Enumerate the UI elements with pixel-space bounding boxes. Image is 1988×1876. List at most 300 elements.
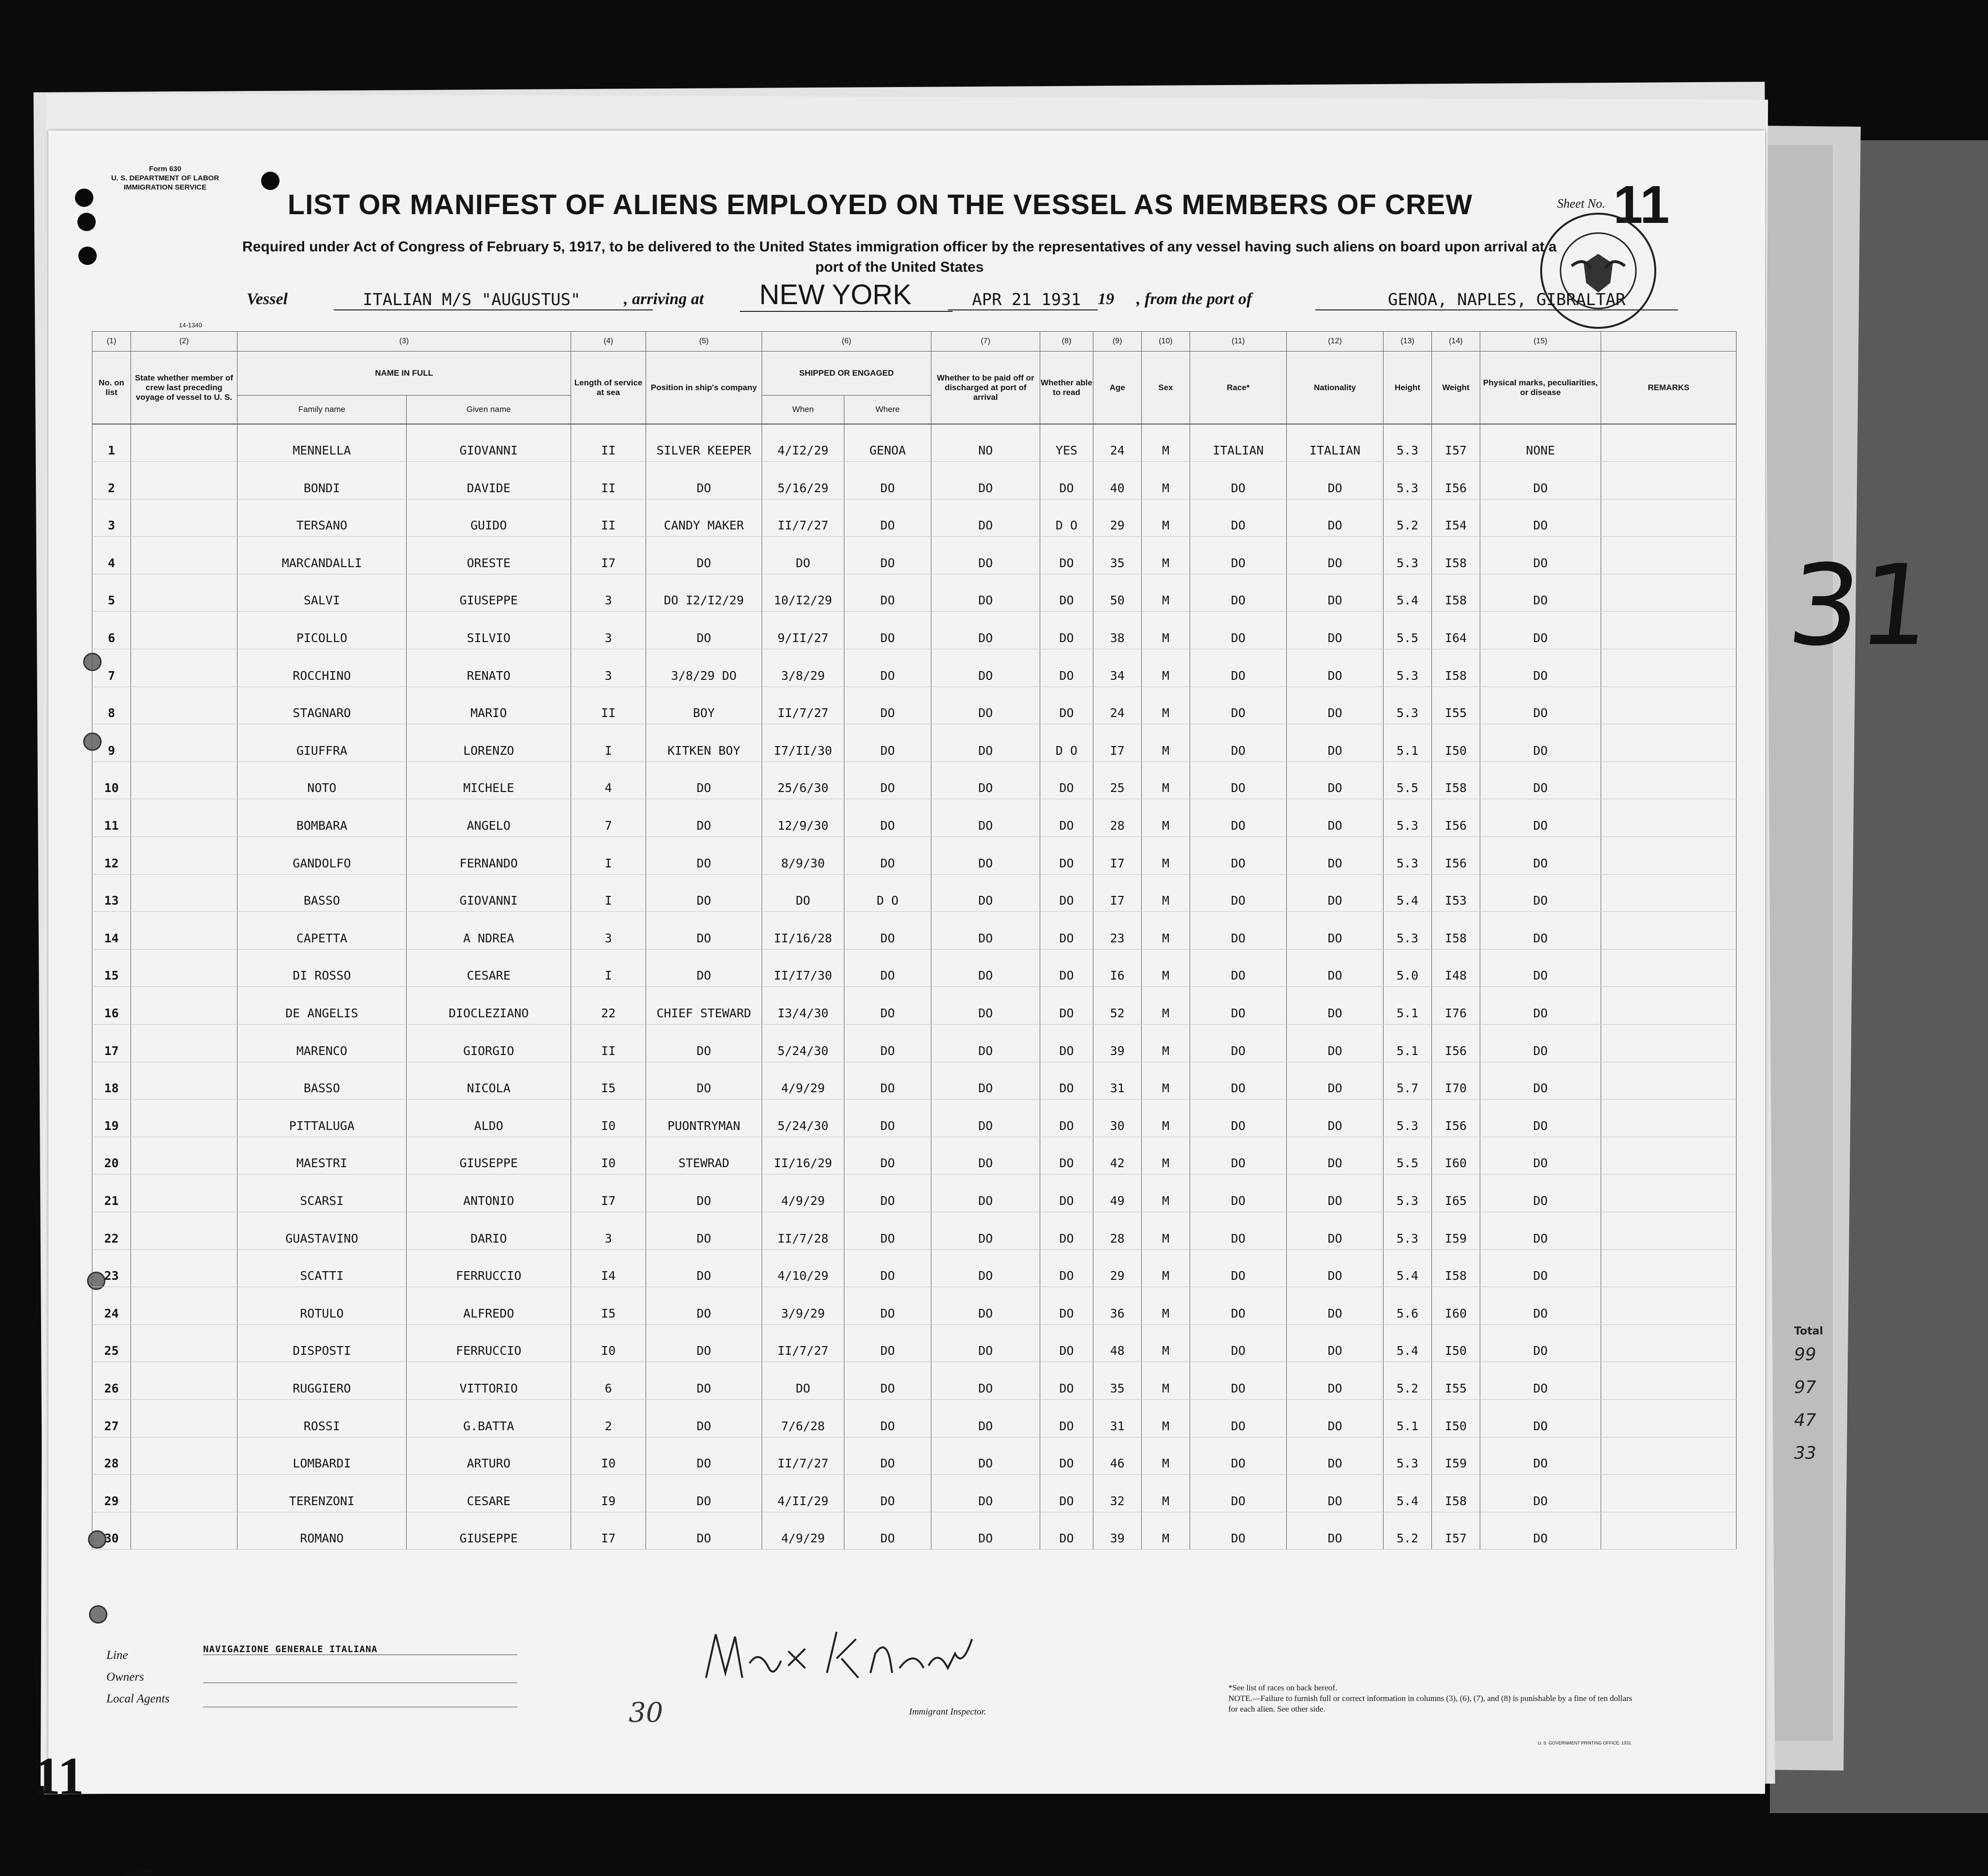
cell-paid-off: DO xyxy=(931,799,1040,837)
cell-family-name: GUASTAVINO xyxy=(237,1212,407,1249)
cell-prior-voyage xyxy=(131,1099,237,1137)
cell-able-to-read: DO xyxy=(1040,837,1093,875)
cell-position: KITKEN BOY xyxy=(646,724,762,762)
header-name-in-full: NAME IN FULL xyxy=(237,352,571,396)
cell-sex: M xyxy=(1142,649,1190,687)
cell-physical-marks: DO xyxy=(1480,1137,1601,1174)
cell-shipped-where: DO xyxy=(844,987,931,1025)
cell-shipped-when: I7/II/30 xyxy=(762,724,844,762)
cell-given-name: ALFREDO xyxy=(407,1287,571,1325)
cell-race: DO xyxy=(1190,1475,1287,1512)
cell-position: DO xyxy=(646,874,762,912)
cell-sex: M xyxy=(1142,1099,1190,1137)
cell-age: 28 xyxy=(1093,1212,1142,1249)
col-num-4: (4) xyxy=(571,332,646,352)
cell-age: 46 xyxy=(1093,1437,1142,1475)
cell-physical-marks: DO xyxy=(1480,1287,1601,1325)
cell-paid-off: DO xyxy=(931,1362,1040,1400)
cell-prior-voyage xyxy=(131,1362,237,1400)
cell-able-to-read: DO xyxy=(1040,949,1093,987)
cell-paid-off: DO xyxy=(931,1287,1040,1325)
cell-age: 34 xyxy=(1093,649,1142,687)
cell-paid-off: NO xyxy=(931,424,1040,462)
cell-paid-off: DO xyxy=(931,1212,1040,1249)
cell-given-name: CESARE xyxy=(407,1475,571,1512)
crew-table-body xyxy=(92,424,1737,1550)
cell-height: 5.3 xyxy=(1384,537,1432,574)
cell-age: 31 xyxy=(1093,1062,1142,1099)
cell-shipped-where: DO xyxy=(844,799,931,837)
cell-family-name: SCARSI xyxy=(237,1174,407,1212)
cell-remarks xyxy=(1601,574,1737,612)
cell-sex: M xyxy=(1142,762,1190,799)
cell-position: DO xyxy=(646,1362,762,1400)
cell-age: 32 xyxy=(1093,1475,1142,1512)
cell-sex: M xyxy=(1142,1362,1190,1400)
cell-shipped-where: DO xyxy=(844,1399,931,1437)
cell-given-name: FERNANDO xyxy=(407,837,571,875)
cell-nationality: DO xyxy=(1287,1174,1384,1212)
cell-row-number: 29 xyxy=(92,1475,131,1512)
cell-remarks xyxy=(1601,912,1737,950)
cell-remarks xyxy=(1601,1437,1737,1475)
cell-physical-marks: DO xyxy=(1480,1399,1601,1437)
cell-position: DO xyxy=(646,1399,762,1437)
cell-height: 5.3 xyxy=(1384,912,1432,950)
cell-shipped-when: 5/16/29 xyxy=(762,462,844,499)
cell-remarks xyxy=(1601,424,1737,462)
cell-remarks xyxy=(1601,1137,1737,1174)
cell-service-length: II xyxy=(571,424,646,462)
cell-paid-off: DO xyxy=(931,612,1040,649)
cell-remarks xyxy=(1601,1324,1737,1362)
cell-remarks xyxy=(1601,724,1737,762)
cell-physical-marks: DO xyxy=(1480,1475,1601,1512)
cell-shipped-where: DO xyxy=(844,1437,931,1475)
cell-nationality: DO xyxy=(1287,1475,1384,1512)
cell-remarks xyxy=(1601,1025,1737,1062)
cell-service-length: 3 xyxy=(571,612,646,649)
cell-prior-voyage xyxy=(131,724,237,762)
vessel-label: Vessel xyxy=(247,290,288,308)
cell-shipped-when: 10/I2/29 xyxy=(762,574,844,612)
cell-height: 5.3 xyxy=(1384,649,1432,687)
cell-service-length: 7 xyxy=(571,799,646,837)
cell-remarks xyxy=(1601,687,1737,724)
cell-remarks xyxy=(1601,1399,1737,1437)
cell-remarks xyxy=(1601,1174,1737,1212)
cell-nationality: DO xyxy=(1287,612,1384,649)
cell-sex: M xyxy=(1142,424,1190,462)
cell-able-to-read: DO xyxy=(1040,1174,1093,1212)
cell-row-number: 13 xyxy=(92,874,131,912)
cell-age: 30 xyxy=(1093,1099,1142,1137)
cell-shipped-when: 3/8/29 xyxy=(762,649,844,687)
cell-position: DO xyxy=(646,1025,762,1062)
cell-position: PUONTRYMAN xyxy=(646,1099,762,1137)
line-label: Line xyxy=(106,1649,128,1662)
cell-prior-voyage xyxy=(131,1324,237,1362)
cell-able-to-read: DO xyxy=(1040,537,1093,574)
cell-shipped-when: II/16/29 xyxy=(762,1137,844,1174)
cell-height: 5.3 xyxy=(1384,1212,1432,1249)
cell-family-name: PICOLLO xyxy=(237,612,407,649)
table-row xyxy=(92,1062,1737,1099)
cell-paid-off: DO xyxy=(931,912,1040,950)
cell-shipped-where: DO xyxy=(844,687,931,724)
cell-prior-voyage xyxy=(131,499,237,537)
cell-physical-marks: DO xyxy=(1480,1212,1601,1249)
cell-given-name: LORENZO xyxy=(407,724,571,762)
cell-race: DO xyxy=(1190,649,1287,687)
cell-family-name: GANDOLFO xyxy=(237,837,407,875)
cell-paid-off: DO xyxy=(931,462,1040,499)
cell-paid-off: DO xyxy=(931,1475,1040,1512)
cell-position: STEWRAD xyxy=(646,1137,762,1174)
table-row xyxy=(92,1287,1737,1325)
cell-paid-off: DO xyxy=(931,499,1040,537)
cell-service-length: I0 xyxy=(571,1324,646,1362)
table-row xyxy=(92,724,1737,762)
cell-shipped-where: GENOA xyxy=(844,424,931,462)
cell-weight: I58 xyxy=(1432,1475,1480,1512)
cell-weight: I60 xyxy=(1432,1287,1480,1325)
cell-weight: I56 xyxy=(1432,1099,1480,1137)
cell-paid-off: DO xyxy=(931,1025,1040,1062)
subtitle-line-2: port of the United States xyxy=(815,259,984,275)
cell-physical-marks: DO xyxy=(1480,762,1601,799)
cell-able-to-read: DO xyxy=(1040,612,1093,649)
cell-height: 5.3 xyxy=(1384,837,1432,875)
cell-shipped-when: 4/9/29 xyxy=(762,1062,844,1099)
cell-race: DO xyxy=(1190,987,1287,1025)
arrival-port: NEW YORK xyxy=(740,278,953,312)
margin-handwritten-number: 31 xyxy=(1782,542,1938,671)
cell-paid-off: DO xyxy=(931,687,1040,724)
handwritten-count: 30 xyxy=(629,1697,663,1729)
cell-height: 5.5 xyxy=(1384,762,1432,799)
cell-paid-off: DO xyxy=(931,574,1040,612)
cell-weight: I50 xyxy=(1432,1399,1480,1437)
header-where: Where xyxy=(844,396,931,425)
cell-service-length: I xyxy=(571,874,646,912)
cell-age: 38 xyxy=(1093,612,1142,649)
cell-nationality: DO xyxy=(1287,462,1384,499)
cell-row-number: 12 xyxy=(92,837,131,875)
cell-row-number: 15 xyxy=(92,949,131,987)
local-agents-value xyxy=(203,1692,517,1707)
cell-weight: I76 xyxy=(1432,987,1480,1025)
table-row xyxy=(92,612,1737,649)
cell-race: DO xyxy=(1190,1324,1287,1362)
header-state-whether: State whether member of crew last preceding voyage of vessel to U. S. xyxy=(131,352,237,425)
cell-given-name: SILVIO xyxy=(407,612,571,649)
cell-nationality: DO xyxy=(1287,1324,1384,1362)
departure-ports: GENOA, NAPLES, GIBRALTAR xyxy=(1315,290,1678,310)
cell-height: 5.3 xyxy=(1384,462,1432,499)
cell-race: DO xyxy=(1190,1025,1287,1062)
header-when: When xyxy=(762,396,844,425)
cell-sex: M xyxy=(1142,1212,1190,1249)
cell-height: 5.1 xyxy=(1384,724,1432,762)
cell-row-number: 18 xyxy=(92,1062,131,1099)
cell-physical-marks: DO xyxy=(1480,462,1601,499)
table-row xyxy=(92,1437,1737,1475)
cell-nationality: DO xyxy=(1287,1512,1384,1550)
cell-shipped-when: II/7/27 xyxy=(762,1324,844,1362)
cell-age: 42 xyxy=(1093,1137,1142,1174)
cell-service-length: 3 xyxy=(571,1212,646,1249)
cell-nationality: DO xyxy=(1287,1137,1384,1174)
cell-family-name: TERENZONI xyxy=(237,1475,407,1512)
cell-shipped-when: 4/9/29 xyxy=(762,1512,844,1550)
cell-family-name: RUGGIERO xyxy=(237,1362,407,1400)
cell-remarks xyxy=(1601,612,1737,649)
cell-prior-voyage xyxy=(131,1249,237,1287)
cell-weight: I48 xyxy=(1432,949,1480,987)
cell-nationality: DO xyxy=(1287,987,1384,1025)
table-row xyxy=(92,462,1737,499)
cell-physical-marks: DO xyxy=(1480,499,1601,537)
cell-shipped-when: 12/9/30 xyxy=(762,799,844,837)
cell-race: DO xyxy=(1190,537,1287,574)
cell-age: 31 xyxy=(1093,1399,1142,1437)
cell-position: 3/8/29 DO xyxy=(646,649,762,687)
cell-race: DO xyxy=(1190,1137,1287,1174)
cell-height: 5.0 xyxy=(1384,949,1432,987)
cell-paid-off: DO xyxy=(931,649,1040,687)
cell-family-name: STAGNARO xyxy=(237,687,407,724)
owners-value xyxy=(203,1668,517,1683)
table-row xyxy=(92,912,1737,950)
cell-able-to-read: DO xyxy=(1040,1025,1093,1062)
table-row xyxy=(92,499,1737,537)
cell-shipped-when: 8/9/30 xyxy=(762,837,844,875)
cell-service-length: I5 xyxy=(571,1287,646,1325)
cell-family-name: MENNELLA xyxy=(237,424,407,462)
cell-position: SILVER KEEPER xyxy=(646,424,762,462)
cell-row-number: 2 xyxy=(92,462,131,499)
cell-position: DO xyxy=(646,949,762,987)
table-row xyxy=(92,799,1737,837)
table-row xyxy=(92,1249,1737,1287)
manifest-sheet xyxy=(48,131,1765,1876)
penalty-note: NOTE.—Failure to furnish full or correct information in columns (3), (6), (7), and (8) is punishable by a fine of ten dollars for each alien. See other side. xyxy=(1228,1694,1633,1714)
cell-weight: I56 xyxy=(1432,1025,1480,1062)
cell-physical-marks: DO xyxy=(1480,537,1601,574)
race-note: *See list of races on back hereof. xyxy=(1228,1683,1338,1692)
cell-physical-marks: DO xyxy=(1480,612,1601,649)
form-code-top: 14-1340 xyxy=(179,322,202,329)
cell-position: CHIEF STEWARD xyxy=(646,987,762,1025)
cell-position: DO xyxy=(646,762,762,799)
cell-physical-marks: DO xyxy=(1480,799,1601,837)
cell-shipped-when: 4/9/29 xyxy=(762,1174,844,1212)
table-row xyxy=(92,1025,1737,1062)
cell-remarks xyxy=(1601,762,1737,799)
cell-shipped-where: DO xyxy=(844,837,931,875)
cell-service-length: I0 xyxy=(571,1099,646,1137)
cell-shipped-when: DO xyxy=(762,1362,844,1400)
cell-sex: M xyxy=(1142,537,1190,574)
cell-age: 28 xyxy=(1093,799,1142,837)
cell-given-name: ANTONIO xyxy=(407,1174,571,1212)
bottom-sheet-number: 11 xyxy=(34,1746,84,1805)
cell-row-number: 14 xyxy=(92,912,131,950)
col-num-8: (8) xyxy=(1040,332,1093,352)
cell-shipped-where: DO xyxy=(844,574,931,612)
cell-row-number: 25 xyxy=(92,1324,131,1362)
cell-physical-marks: DO xyxy=(1480,1324,1601,1362)
cell-shipped-when: 4/10/29 xyxy=(762,1249,844,1287)
cell-race: DO xyxy=(1190,462,1287,499)
cell-given-name: RENATO xyxy=(407,649,571,687)
cell-able-to-read: DO xyxy=(1040,874,1093,912)
cell-sex: M xyxy=(1142,574,1190,612)
col-num-remarks xyxy=(1601,332,1737,352)
cell-sex: M xyxy=(1142,462,1190,499)
cell-height: 5.4 xyxy=(1384,1324,1432,1362)
cell-paid-off: DO xyxy=(931,874,1040,912)
cell-row-number: 11 xyxy=(92,799,131,837)
cell-shipped-where: DO xyxy=(844,462,931,499)
inspector-signature-text xyxy=(774,1654,915,1687)
cell-weight: I54 xyxy=(1432,499,1480,537)
cell-able-to-read: DO xyxy=(1040,649,1093,687)
cell-shipped-where: DO xyxy=(844,649,931,687)
cell-race: DO xyxy=(1190,499,1287,537)
table-row xyxy=(92,874,1737,912)
col-num-14: (14) xyxy=(1432,332,1480,352)
cell-family-name: ROTULO xyxy=(237,1287,407,1325)
cell-weight: I59 xyxy=(1432,1212,1480,1249)
cell-row-number: 21 xyxy=(92,1174,131,1212)
col-num-10: (10) xyxy=(1142,332,1190,352)
cell-age: I6 xyxy=(1093,949,1142,987)
cell-height: 5.3 xyxy=(1384,1437,1432,1475)
cell-prior-voyage xyxy=(131,1399,237,1437)
cell-row-number: 22 xyxy=(92,1212,131,1249)
cell-service-length: I7 xyxy=(571,537,646,574)
cell-service-length: I7 xyxy=(571,1512,646,1550)
cell-race: DO xyxy=(1190,687,1287,724)
table-row xyxy=(92,1512,1737,1550)
cell-sex: M xyxy=(1142,612,1190,649)
cell-race: DO xyxy=(1190,949,1287,987)
cell-position: DO xyxy=(646,1287,762,1325)
cell-position: CANDY MAKER xyxy=(646,499,762,537)
cell-prior-voyage xyxy=(131,574,237,612)
cell-family-name: MARCANDALLI xyxy=(237,537,407,574)
cell-service-length: I7 xyxy=(571,1174,646,1212)
table-row xyxy=(92,837,1737,875)
cell-height: 5.3 xyxy=(1384,1174,1432,1212)
cell-position: DO xyxy=(646,1437,762,1475)
cell-able-to-read: DO xyxy=(1040,987,1093,1025)
cell-physical-marks: DO xyxy=(1480,574,1601,612)
cell-paid-off: DO xyxy=(931,1062,1040,1099)
cell-row-number: 9 xyxy=(92,724,131,762)
cell-nationality: DO xyxy=(1287,1025,1384,1062)
cell-nationality: DO xyxy=(1287,1399,1384,1437)
cell-prior-voyage xyxy=(131,949,237,987)
cell-shipped-when: 25/6/30 xyxy=(762,762,844,799)
cell-race: DO xyxy=(1190,874,1287,912)
cell-able-to-read: DO xyxy=(1040,1512,1093,1550)
cell-service-length: I0 xyxy=(571,1137,646,1174)
cell-position: DO xyxy=(646,1324,762,1362)
cell-given-name: GIUSEPPE xyxy=(407,1512,571,1550)
cell-shipped-when: 4/II/29 xyxy=(762,1475,844,1512)
cell-position: DO xyxy=(646,1062,762,1099)
cell-family-name: SCATTI xyxy=(237,1249,407,1287)
cell-prior-voyage xyxy=(131,1062,237,1099)
cell-service-length: I xyxy=(571,949,646,987)
cell-age: 48 xyxy=(1093,1324,1142,1362)
cell-shipped-where: DO xyxy=(844,724,931,762)
table-row xyxy=(92,649,1737,687)
cell-sex: M xyxy=(1142,687,1190,724)
cell-weight: I58 xyxy=(1432,762,1480,799)
cell-position: DO xyxy=(646,1512,762,1550)
cell-given-name: DAVIDE xyxy=(407,462,571,499)
cell-family-name: MARENCO xyxy=(237,1025,407,1062)
header-given-name: Given name xyxy=(407,396,571,425)
cell-sex: M xyxy=(1142,1174,1190,1212)
cell-physical-marks: DO xyxy=(1480,1362,1601,1400)
margin-totals xyxy=(1794,1325,1823,1470)
cell-able-to-read: DO xyxy=(1040,1437,1093,1475)
cell-weight: I70 xyxy=(1432,1062,1480,1099)
cell-prior-voyage xyxy=(131,1437,237,1475)
cell-height: 5.7 xyxy=(1384,1062,1432,1099)
cell-shipped-where: DO xyxy=(844,1174,931,1212)
local-agents-label: Local Agents xyxy=(106,1692,170,1705)
cell-row-number: 4 xyxy=(92,537,131,574)
cell-given-name: ARTURO xyxy=(407,1437,571,1475)
cell-physical-marks: DO xyxy=(1480,687,1601,724)
cell-height: 5.1 xyxy=(1384,987,1432,1025)
cell-service-length: 3 xyxy=(571,574,646,612)
cell-race: DO xyxy=(1190,837,1287,875)
document-subtitle xyxy=(126,237,1673,278)
cell-able-to-read: DO xyxy=(1040,1362,1093,1400)
cell-able-to-read: YES xyxy=(1040,424,1093,462)
margin-total-1: 99 xyxy=(1794,1345,1816,1364)
cell-shipped-where: DO xyxy=(844,612,931,649)
cell-race: DO xyxy=(1190,1399,1287,1437)
col-num-13: (13) xyxy=(1384,332,1432,352)
cell-paid-off: DO xyxy=(931,1137,1040,1174)
cell-given-name: ANGELO xyxy=(407,799,571,837)
cell-service-length: 4 xyxy=(571,762,646,799)
cell-race: DO xyxy=(1190,1062,1287,1099)
cell-service-length: II xyxy=(571,687,646,724)
cell-race: DO xyxy=(1190,1437,1287,1475)
cell-race: DO xyxy=(1190,799,1287,837)
table-row xyxy=(92,574,1737,612)
cell-shipped-where: DO xyxy=(844,1249,931,1287)
cell-able-to-read: D O xyxy=(1040,724,1093,762)
cell-service-length: I xyxy=(571,724,646,762)
cell-paid-off: DO xyxy=(931,837,1040,875)
form-header-block xyxy=(111,164,219,192)
cell-position: DO xyxy=(646,1174,762,1212)
cell-physical-marks: DO xyxy=(1480,912,1601,950)
cell-family-name: BONDI xyxy=(237,462,407,499)
cell-weight: I58 xyxy=(1432,574,1480,612)
cell-family-name: MAESTRI xyxy=(237,1137,407,1174)
